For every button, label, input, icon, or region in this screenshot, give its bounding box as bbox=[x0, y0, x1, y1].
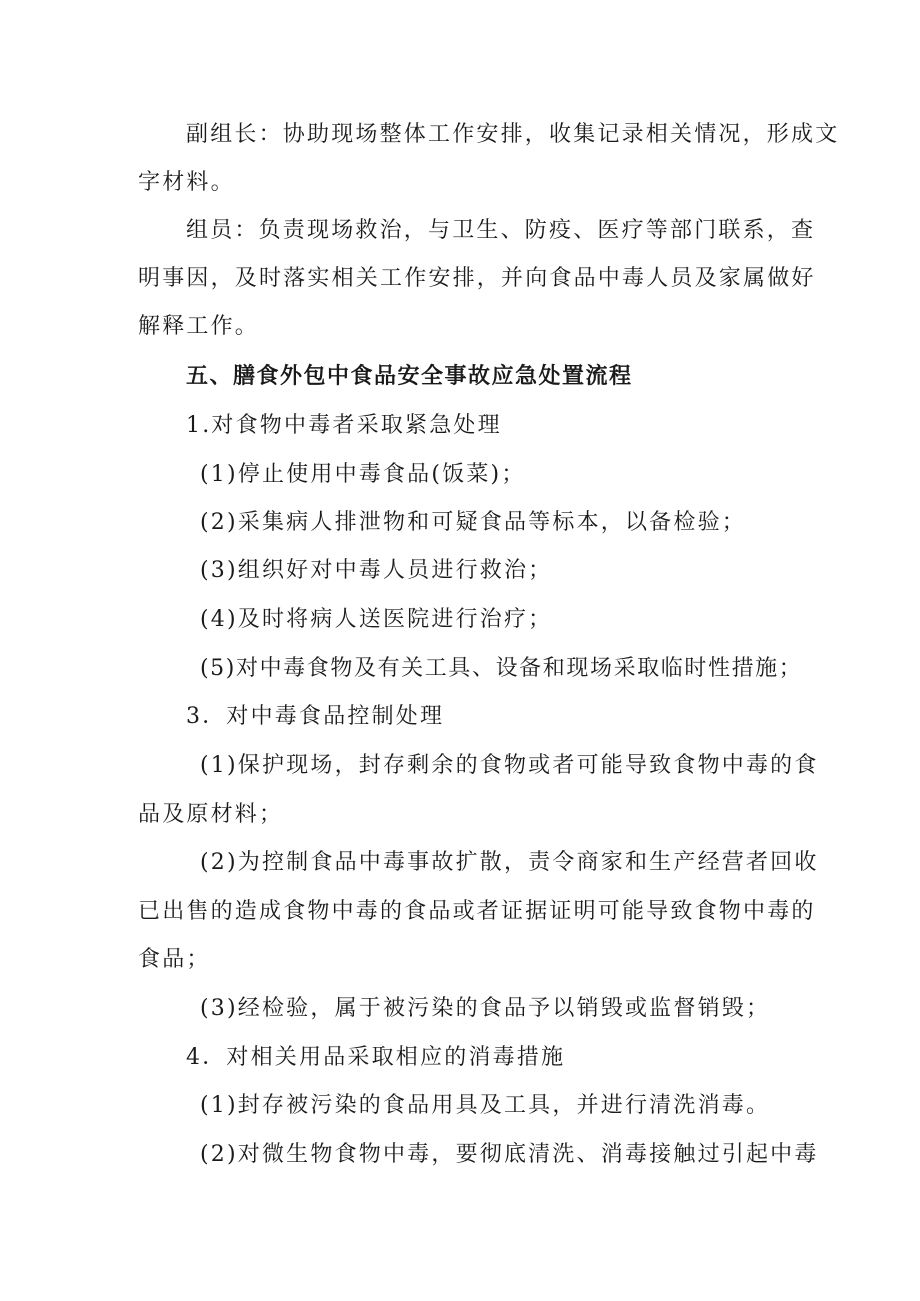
section-heading: 五、膳食外包中食品安全事故应急处置流程 bbox=[186, 364, 633, 389]
step-3-item-1-line-1: (1)保护现场，封存剩余的食物或者可能导致食物中毒的食 bbox=[200, 753, 819, 778]
step-1-item-3: (3)组织好对中毒人员进行救治； bbox=[200, 558, 553, 583]
step-1-item-5: (5)对中毒食物及有关工具、设备和现场采取临时性措施； bbox=[200, 656, 803, 681]
step-1-item-1: (1)停止使用中毒食品(饭菜)； bbox=[200, 462, 526, 487]
step-1-title: 1.对食物中毒者采取紧急处理 bbox=[186, 413, 502, 438]
step-4-item-1: (1)封存被污染的食品用具及工具，并进行清洗消毒。 bbox=[200, 1093, 771, 1118]
paragraph-members-line-1: 组员：负责现场救治，与卫生、防疫、医疗等部门联系，查 bbox=[186, 218, 816, 243]
step-3-item-2-line-2: 已出售的造成食物中毒的食品或者证据证明可能导致食物中毒的 bbox=[138, 899, 816, 924]
step-1-item-2: (2)采集病人排泄物和可疑食品等标本，以备检验； bbox=[200, 510, 746, 535]
step-3-item-2-line-3: 食品； bbox=[138, 947, 211, 972]
step-4-item-2: (2)对微生物食物中毒，要彻底清洗、消毒接触过引起中毒 bbox=[200, 1142, 819, 1167]
step-4-title: 4．对相关用品采取相应的消毒措施 bbox=[186, 1045, 566, 1070]
paragraph-members-line-2: 明事因，及时落实相关工作安排，并向食品中毒人员及家属做好 bbox=[138, 266, 816, 291]
paragraph-deputy-leader-line-2: 字材料。 bbox=[138, 170, 235, 195]
paragraph-deputy-leader-line-1: 副组长：协助现场整体工作安排，收集记录相关情况，形成文 bbox=[186, 122, 840, 147]
step-3-item-3: (3)经检验，属于被污染的食品予以销毁或监督销毁； bbox=[200, 996, 771, 1021]
step-3-item-1-line-2: 品及原材料； bbox=[138, 802, 284, 827]
step-1-item-4: (4)及时将病人送医院进行治疗； bbox=[200, 607, 553, 632]
step-3-item-2-line-1: (2)为控制食品中毒事故扩散，责令商家和生产经营者回收 bbox=[200, 850, 819, 875]
step-3-title: 3．对中毒食品控制处理 bbox=[186, 704, 445, 729]
paragraph-members-line-3: 解释工作。 bbox=[138, 314, 260, 339]
